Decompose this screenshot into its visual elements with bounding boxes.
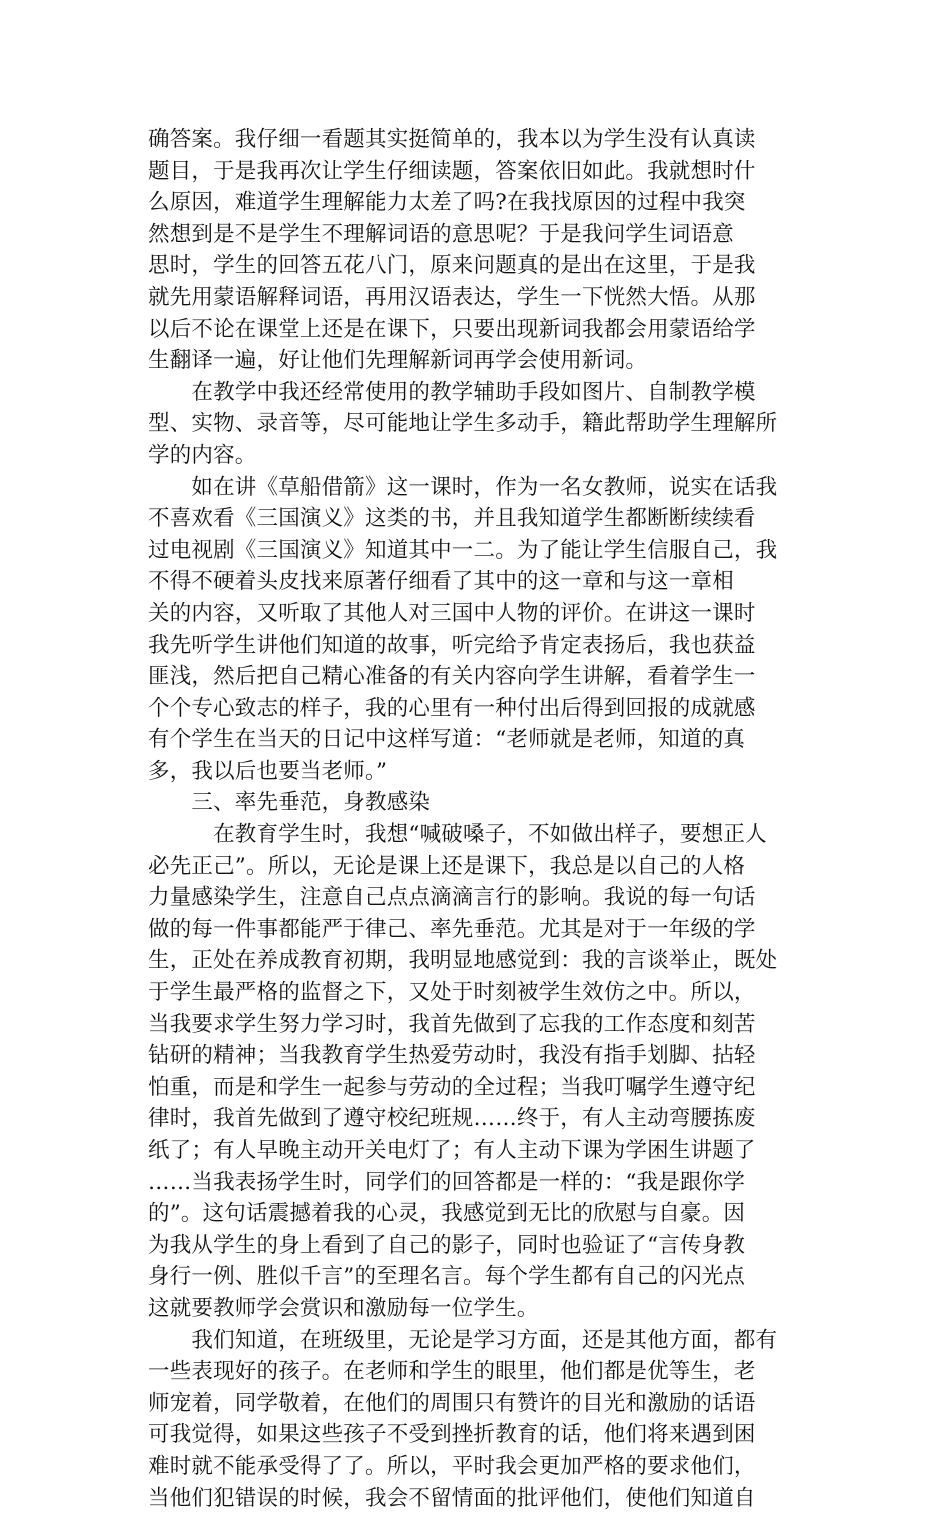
text-line: 题目，于是我再次让学生仔细读题，答案依旧如此。我就想时什: [148, 158, 756, 184]
text-line: 纸了；有人早晚主动开关电灯了；有人主动下课为学困生讲题了: [148, 1138, 756, 1163]
text-line: 个个专心致志的样子，我的心里有一种付出后得到回报的成就感: [148, 695, 756, 721]
text-line: 我先听学生讲他们知道的故事，听完给予肯定表扬后，我也获益: [148, 632, 756, 658]
text-line: 律时，我首先做到了遵守校纪班规……终于，有人主动弯腰拣废: [148, 1106, 756, 1132]
body-text: [148, 124, 808, 1514]
text-line: 做的每一件事都能严于律己、率先垂范。尤其是对于一年级的学: [148, 916, 756, 942]
text-line: 就先用蒙语解释词语，再用汉语表达，学生一下恍然大悟。从那: [148, 284, 756, 310]
text-line: 三、率先垂范，身教感染: [148, 790, 431, 816]
text-line: 于学生最严格的监督之下，又处于时刻被学生效仿之中。所以，: [148, 980, 756, 1006]
text-line: 力量感染学生，注意自己点点滴滴言行的影响。我说的每一句话: [148, 885, 756, 911]
text-line: 不喜欢看《三国演义》这类的书，并且我知道学生都断断续续看: [148, 506, 756, 532]
text-line: 在教育学生时，我想“喊破嗓子，不如做出样子，要想正人: [148, 822, 767, 848]
text-line: 以后不论在课堂上还是在课下，只要出现新词我都会用蒙语给学: [148, 316, 756, 342]
text-line: 当他们犯错误的时候，我会不留情面的批评他们，使他们知道自: [148, 1485, 756, 1511]
text-line: 型、实物、录音等，尽可能地让学生多动手，籍此帮助学生理解所: [148, 411, 778, 437]
text-line: 生，正处在养成教育初期，我明显地感觉到：我的言谈举止，既处: [148, 948, 778, 974]
text-line: 钻研的精神；当我教育学生热爱劳动时，我没有指手划脚、拈轻: [148, 1043, 756, 1069]
text-line: 身行一例、胜似千言”的至理名言。每个学生都有自己的闪光点: [148, 1264, 746, 1290]
text-line: 然想到是不是学生不理解词语的意思呢？于是我问学生词语意: [148, 221, 734, 247]
text-line: 当我要求学生努力学习时，我首先做到了忘我的工作态度和刻苦: [148, 1011, 756, 1037]
text-line: 如在讲《草船借箭》这一课时，作为一名女教师，说实在话我: [148, 474, 778, 500]
text-line: 过电视剧《三国演义》知道其中一二。为了能让学生信服自己，我: [148, 537, 778, 563]
text-line: 怕重，而是和学生一起参与劳动的全过程；当我叮嘱学生遵守纪: [148, 1074, 756, 1100]
text-line: 的”。这句话震撼着我的心灵，我感觉到无比的欣慰与自豪。因: [148, 1201, 746, 1227]
text-line: 有个学生在当天的日记中这样写道：“老师就是老师，知道的真: [148, 727, 746, 753]
text-line: 学的内容。: [148, 442, 257, 468]
text-line: 关的内容，又听取了其他人对三国中人物的评价。在讲这一课时: [148, 600, 756, 626]
text-line: 么原因，难道学生理解能力太差了吗?在我找原因的过程中我突: [148, 190, 746, 216]
text-line: 可我觉得，如果这些孩子不受到挫折教育的话，他们将来遇到困: [148, 1422, 756, 1448]
text-line: 生翻译一遍，好让他们先理解新词再学会使用新词。: [148, 348, 648, 374]
text-line: 这就要教师学会赏识和激励每一位学生。: [148, 1295, 539, 1321]
text-line: 必先正己”。所以，无论是课上还是课下，我总是以自己的人格: [148, 853, 746, 879]
text-line: 难时就不能承受得了了。所以，平时我会更加严格的要求他们，: [148, 1453, 756, 1479]
text-line: 多，我以后也要当老师。”: [148, 758, 388, 784]
text-line: 师宠着，同学敬着，在他们的周围只有赞许的目光和激励的话语: [148, 1390, 756, 1416]
text-line: ……当我表扬学生时，同学们的回答都是一样的：“我是跟你学: [148, 1169, 746, 1195]
text-line: 匪浅，然后把自己精心准备的有关内容向学生讲解，看着学生一: [148, 664, 756, 690]
text-line: 一些表现好的孩子。在老师和学生的眼里，他们都是优等生，老: [148, 1359, 756, 1385]
text-line: 为我从学生的身上看到了自己的影子，同时也验证了“言传身教: [148, 1232, 746, 1258]
text-line: 不得不硬着头皮找来原著仔细看了其中的这一章和与这一章相: [148, 569, 734, 595]
text-line: 思时，学生的回答五花八门，原来问题真的是出在这里，于是我: [148, 253, 756, 279]
text-line: 我们知道，在班级里，无论是学习方面，还是其他方面，都有: [148, 1327, 778, 1353]
text-line: 在教学中我还经常使用的教学辅助手段如图片、自制教学模: [148, 379, 756, 405]
text-line: 确答案。我仔细一看题其实挺简单的，我本以为学生没有认真读: [148, 127, 756, 152]
